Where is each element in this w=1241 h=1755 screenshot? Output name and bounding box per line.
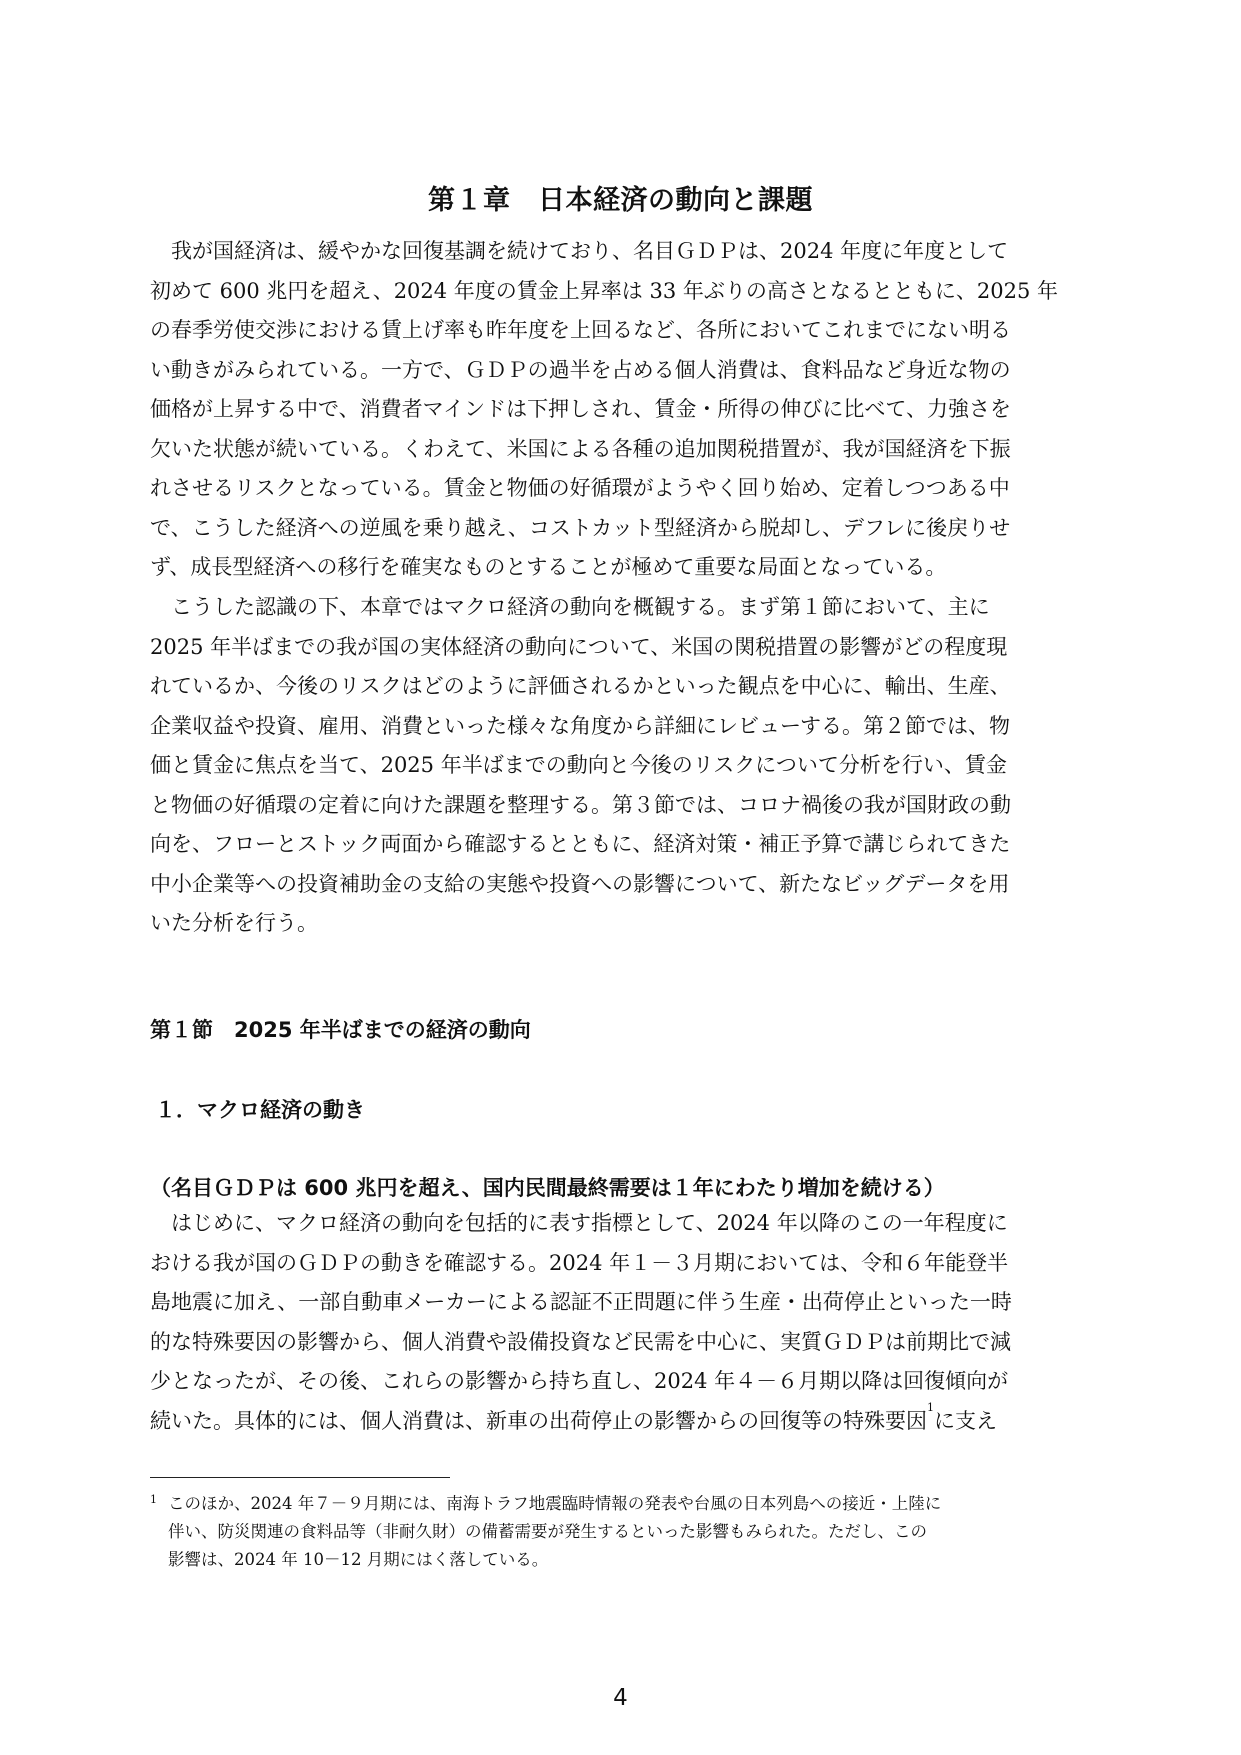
text-line: はじめに、マクロ経済の動向を包括的に表す指標として、2024 年以降のこの一年程度に [150,1211,1008,1235]
text-segment: 続いた。具体的には、個人消費は、新車の出荷停止の影響からの回復等の特殊要因 [150,1408,927,1433]
page-number: 4 [613,1685,628,1711]
text-line: 中小企業等への投資補助金の支給の実態や投資への影響について、新たなビッグデータを用 [150,871,1010,896]
text-line: れさせるリスクとなっている。賃金と物価の好循環がようやく回り始め、定着しつつある中 [150,476,1010,500]
section-title: 第１節 2025 年半ばまでの経済の動向 [150,1018,531,1042]
subsection-title: １．マクロ経済の動き [155,1098,365,1122]
text-line: の春季労使交渉における賃上げ率も昨年度を上回るなど、各所においてこれまでにない明る [150,318,1011,342]
text-line: こうした認識の下、本章ではマクロ経済の動向を概観する。まず第１節において、主に [150,595,990,619]
intro-paragraph-1 [150,232,1092,588]
text-line: れているか、今後のリスクはどのように評価されるかといった観点を中心に、輸出、生産、 [150,674,1011,698]
sub-heading: （名目ＧＤＰは 600 兆円を超え、国内民間最終需要は１年にわたり増加を続ける） [150,1176,945,1200]
text-line: 企業収益や投資、雇用、消費といった様々な角度から詳細にレビューする。第２節では、物 [150,713,1010,738]
text-line: 価と賃金に焦点を当て、2025 年半ばまでの動向と今後のリスクについて分析を行い、賃金 [150,753,1007,777]
text-line: 島地震に加え、一部自動車メーカーによる認証不正問題に伴う生産・出荷停止といった一時 [150,1290,1012,1314]
text-line: ず、成長型経済への移行を確実なものとすることが極めて重要な局面となっている。 [150,555,947,579]
text-line: 的な特殊要因の影響から、個人消費や設備投資など民需を中心に、実質ＧＤＰは前期比で減 [150,1329,1011,1354]
footnote-line: 影響は、2024 年 10－12 月期にはく落している。 [168,1550,549,1569]
text-line: 2025 年半ばまでの我が国の実体経済の動向について、米国の関税措置の影響がどの程度現 [150,634,1008,659]
footnote-mark: 1 [150,1493,157,1506]
footnote-line: このほか、2024 年７－９月期には、南海トラフ地震臨時情報の発表や台風の日本列島への接近・上陸に [168,1494,942,1513]
footnote [150,1490,1092,1574]
text-line-with-footnote-ref [150,1402,1092,1442]
text-line: 向を、フローとストック両面から確認するとともに、経済対策・補正予算で講じられてきた [150,832,1011,856]
footnote-divider [150,1477,450,1478]
intro-paragraph-2 [150,588,1092,944]
text-line: で、こうした経済への逆風を乗り越え、コストカット型経済から脱却し、デフレに後戻りせ [150,515,1011,540]
text-line: 初めて 600 兆円を超え、2024 年度の賃金上昇率は 33 年ぶりの高さとなるとともに、2025 年 [150,278,1058,303]
body-paragraph [150,1204,1092,1441]
text-line: 価格が上昇する中で、消費者マインドは下押しされ、賃金・所得の伸びに比べて、力強さを [150,397,1011,421]
footnote-reference[interactable]: 1 [927,1401,934,1414]
footnote-line: 伴い、防災関連の食料品等（非耐久財）の備蓄需要が発生するといった影響もみられた。ただし、この [168,1522,927,1541]
text-line: い動きがみられている。一方で、ＧＤＰの過半を占める個人消費は、食料品など身近な物の [150,357,1011,382]
chapter-title: 第１章 日本経済の動向と課題 [428,185,813,216]
text-line: 少となったが、その後、これらの影響から持ち直し、2024 年４－６月期以降は回復傾向が [150,1369,1009,1393]
text-line: と物価の好循環の定着に向けた課題を整理する。第３節では、コロナ禍後の我が国財政の動 [150,792,1011,817]
text-segment: に支え [934,1408,997,1433]
text-line: おける我が国のＧＤＰの動きを確認する。2024 年１－３月期においては、令和６年能登半 [150,1250,1009,1275]
text-line: いた分析を行う。 [150,911,318,935]
text-line: 欠いた状態が続いている。くわえて、米国による各種の追加関税措置が、我が国経済を下振 [150,436,1011,461]
text-line: 我が国経済は、緩やかな回復基調を続けており、名目ＧＤＰは、2024 年度に年度として [150,239,1009,263]
